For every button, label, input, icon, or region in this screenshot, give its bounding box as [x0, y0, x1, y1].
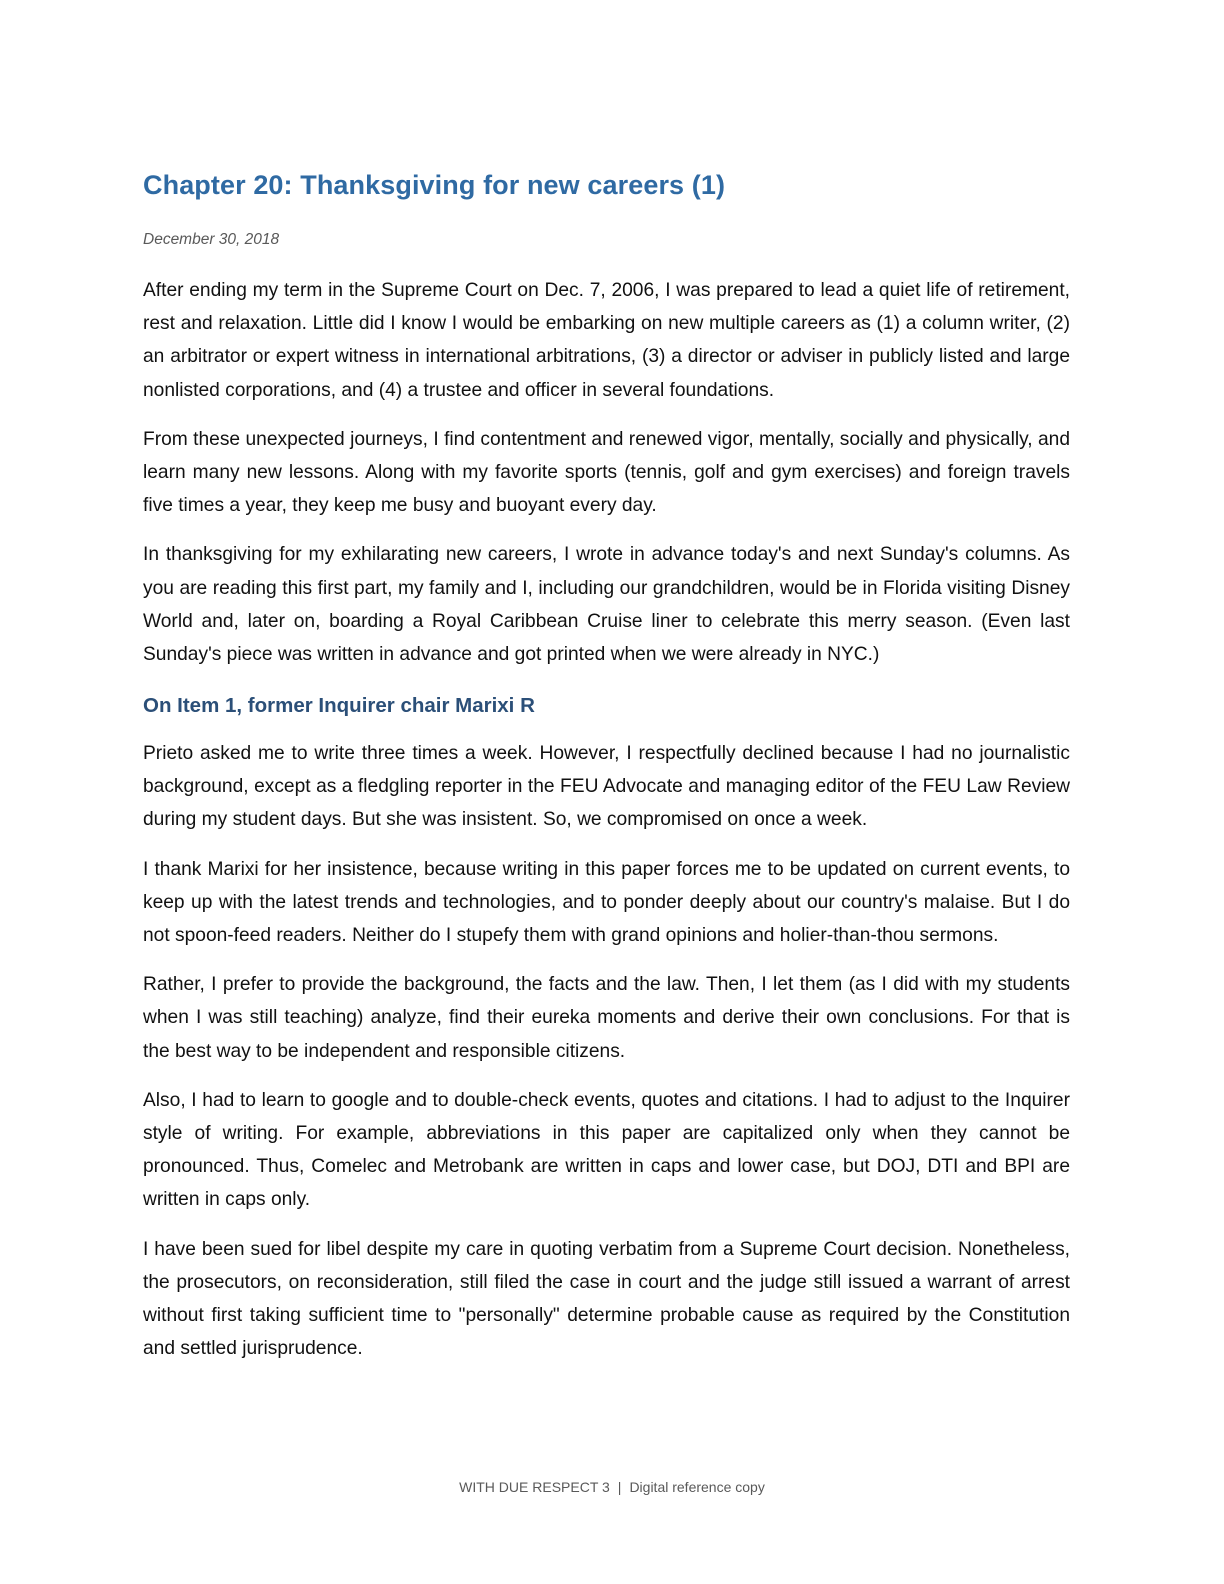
page-footer: [0, 1479, 1224, 1495]
publication-date: December 30, 2018: [143, 231, 280, 248]
paragraph: Prieto asked me to write three times a week. However, I respectfully declined because I had no journalistic background, except as a fledgling reporter in the FEU Advocate and managing editor of the FEU Law Review during my student days. But she was insistent. So, we compromised on once a week.: [143, 743, 1070, 831]
paragraph: I have been sued for libel despite my care in quoting verbatim from a Supreme Court decision. Nonetheless, the prosecutors, on reconsideration, still filed the case in court and the judge still issued a warrant of arrest without first taking sufficient time to "personally" determine probable cause as required by the Constitution and settled jurisprudence.: [143, 1238, 1070, 1360]
footer-separator: |: [617, 1479, 622, 1495]
paragraph: I thank Marixi for her insistence, because writing in this paper forces me to be updated on current events, to keep up with the latest trends and technologies, and to ponder deeply about our country's malaise. But I do not spoon-feed readers. Neither do I stupefy them with grand opinions and holier-than-thou sermons.: [143, 858, 1070, 947]
paragraph: After ending my term in the Supreme Court on Dec. 7, 2006, I was prepared to lead a quiet life of retirement, rest and relaxation. Little did I know I would be embarking on new multiple careers as (1) a column writer, (2) an arbitrator or expert witness in international arbitrations, (3) a director or adviser in publicly listed and large nonlisted corporations, and (4) a trustee and officer in several foundations.: [143, 280, 1070, 401]
paragraph: Rather, I prefer to provide the background, the facts and the law. Then, I let them (as I did with my students when I was still teaching) analyze, find their eureka moments and derive their own conclusions. For that is the best way to be independent and responsible citizens.: [143, 974, 1070, 1062]
footer-copy-label: Digital reference copy: [629, 1479, 765, 1495]
chapter-title: Chapter 20: Thanksgiving for new careers (1): [143, 170, 726, 200]
paragraph: Also, I had to learn to google and to double-check events, quotes and citations. I had to adjust to the Inquirer style of writing. For example, abbreviations in this paper are capitalized only when they cannot be pronounced. Thus, Comelec and Metrobank are written in caps and lower case, but DOJ, DTI and BPI are written in caps only.: [143, 1089, 1070, 1211]
intro-paragraphs: [143, 274, 1070, 687]
footer-book-label: WITH DUE RESPECT 3: [459, 1479, 610, 1495]
paragraph: In thanksgiving for my exhilarating new careers, I wrote in advance today's and next Sunday's columns. As you are reading this first part, my family and I, including our grandchildren, would be in Florida visiting Disney World and, later on, boarding a Royal Caribbean Cruise liner to celebrate this merry season. (Even last Sunday's piece was written in advance and got printed when we were already in NYC.): [143, 544, 1070, 666]
section-paragraphs: [143, 737, 1070, 1381]
section-heading: On Item 1, former Inquirer chair Marixi R: [143, 694, 535, 717]
paragraph: From these unexpected journeys, I find contentment and renewed vigor, mentally, socially and physically, and learn many new lessons. Along with my favorite sports (tennis, golf and gym exercises) and foreign travels five times a year, they keep me busy and buoyant every day.: [143, 428, 1070, 517]
